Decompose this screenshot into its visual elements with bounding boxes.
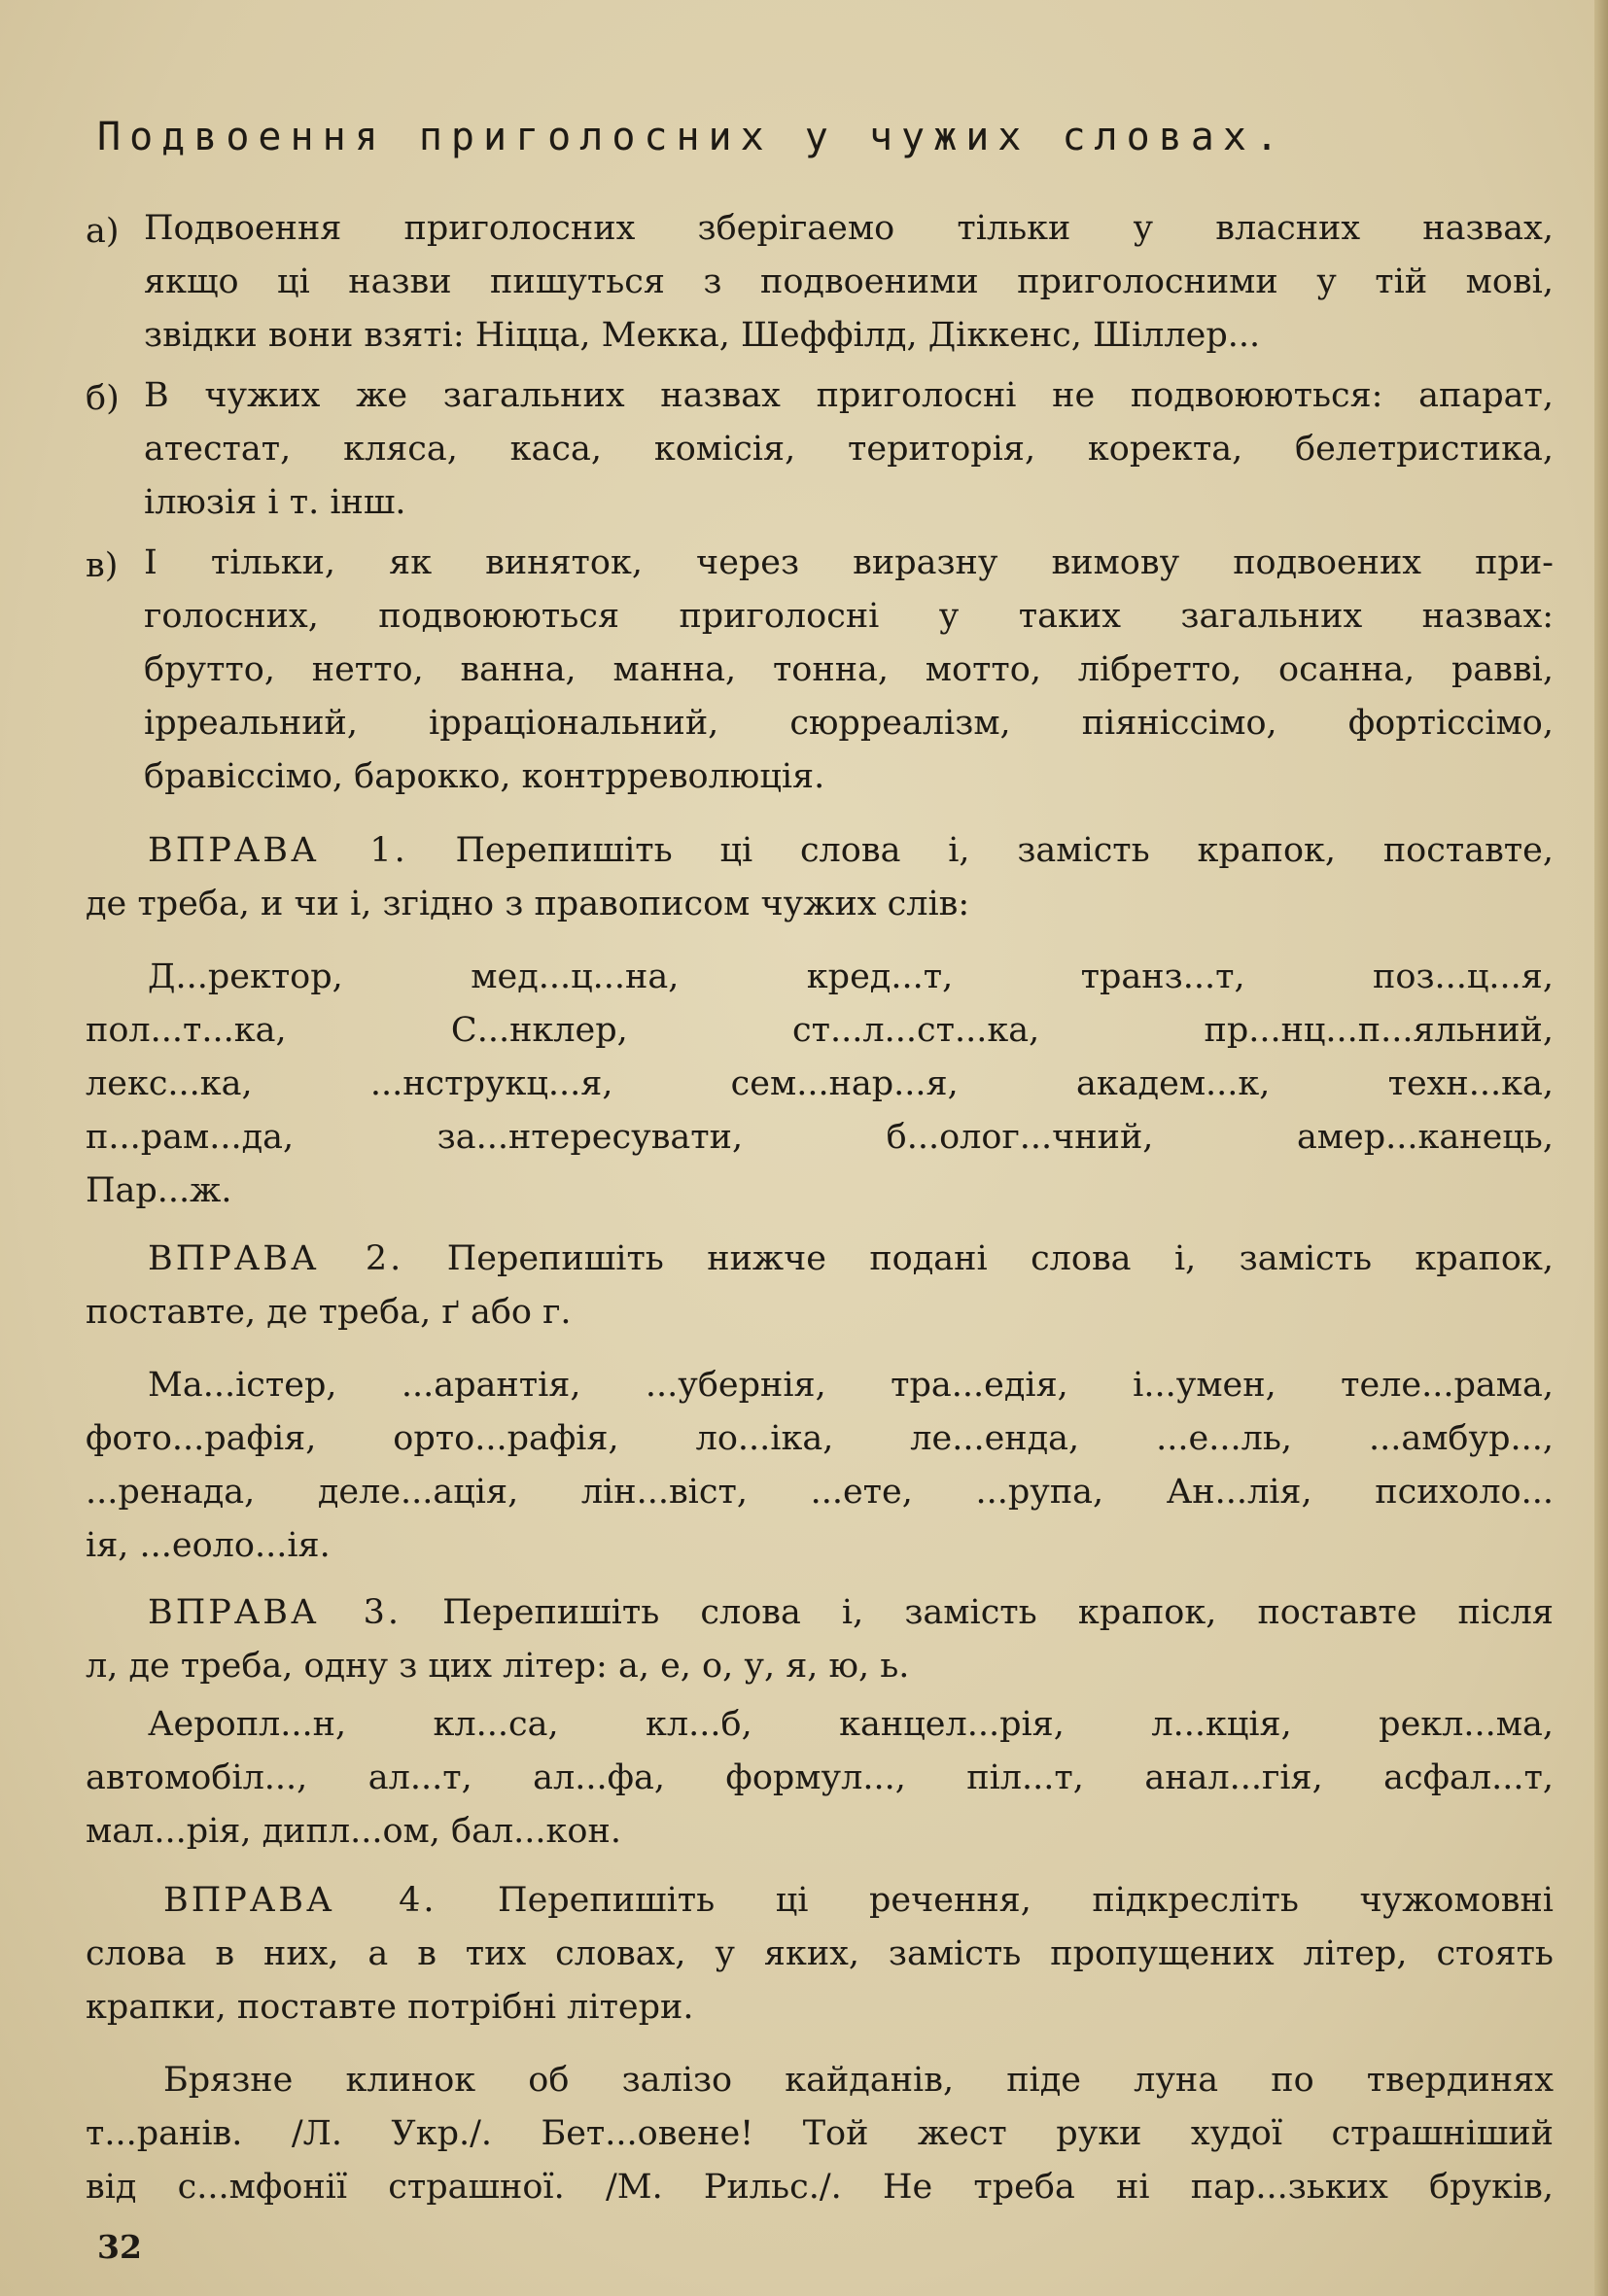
- page-edge: [1594, 0, 1608, 2296]
- exercise-2-text-line-2: фото...рафія, орто...рафія, ло...іка, ле...енда, ...е...ль, ...амбур...,: [86, 1419, 1554, 1458]
- rule-a-label: а): [86, 212, 120, 251]
- rule-c-line-3: брутто, нетто, ванна, манна, тонна, мотто, лібретто, осанна, равві,: [144, 650, 1554, 689]
- exercise-3-text-line-2: автомобіл..., ал...т, ал...фа, формул..., піл...т, анал...гія, асфал...т,: [86, 1758, 1554, 1797]
- exercise-1-text-line-1: Д...ректор, мед...ц...на, кред...т, транз...т, поз...ц...я,: [148, 957, 1554, 996]
- exercise-3-task-line-1: [86, 1593, 1554, 1632]
- rule-c-line-5: бравіссімо, барокко, контрреволюція.: [144, 757, 825, 796]
- exercise-2-heading: ВПРАВА 2.: [148, 1239, 404, 1278]
- exercise-3-text-line-3: мал...рія, дипл...ом, бал...кон.: [86, 1812, 621, 1851]
- exercise-4-task-text-1: Перепишіть ці речення, підкресліть чужомовні: [498, 1881, 1554, 1920]
- exercise-2-task-line-1: [86, 1239, 1554, 1278]
- exercise-2-task-text-1: Перепишіть нижче подані слова і, замість крапок,: [446, 1239, 1554, 1278]
- exercise-1-task-line-1: [86, 831, 1554, 870]
- exercise-1-text-line-4: п...рам...да, за...нтересувати, б...олог...чний, амер...канець,: [86, 1118, 1554, 1157]
- page-number: 32: [97, 2228, 142, 2266]
- rule-c-label: в): [86, 546, 119, 585]
- exercise-1-task-text-1: Перепишіть ці слова і, замість крапок, поставте,: [455, 831, 1554, 870]
- exercise-3-text-line-1: Аеропл...н, кл...са, кл...б, канцел...рія, л...кція, рекл...ма,: [148, 1705, 1554, 1744]
- rule-a-line-1: Подвоення приголосних зберігаемо тільки у власних назвах,: [144, 209, 1554, 248]
- exercise-4-text-line-3: від с...мфонії страшної. /М. Рильс./. Не треба ні пар...зьких бруків,: [86, 2168, 1554, 2207]
- rule-b-line-3: ілюзія і т. інш.: [144, 483, 406, 522]
- rule-b-line-1: В чужих же загальних назвах приголосні не подвоюються: апарат,: [144, 376, 1554, 415]
- rule-c-line-1: І тільки, як виняток, через виразну вимову подвоених при-: [144, 543, 1554, 582]
- exercise-4-task-line-1: [86, 1881, 1554, 1920]
- exercise-4-task-line-2: слова в них, а в тих словах, у яких, замість пропущених літер, стоять: [86, 1934, 1554, 1973]
- rule-b-label: б): [86, 379, 120, 418]
- rule-c-line-2: голосних, подвоюються приголосні у таких загальних назвах:: [144, 597, 1554, 636]
- exercise-2-text-line-3: ...ренада, деле...ація, лін...віст, ...ете, ...рупа, Ан...лія, психоло...: [86, 1473, 1554, 1512]
- exercise-4-text-line-1: Брязне клинок об залізо кайданів, піде луна по твердинях: [163, 2061, 1554, 2100]
- exercise-2-text-line-4: ія, ...еоло...ія.: [86, 1526, 331, 1565]
- exercise-2-task-line-2: поставте, де треба, ґ або г.: [86, 1293, 572, 1332]
- exercise-1-task-line-2: де треба, и чи і, згідно з правописом чужих слів:: [86, 885, 970, 923]
- section-title: Подвоення приголосних у чужих словах.: [97, 115, 1288, 159]
- exercise-2-text-line-1: Ма...істер, ...арантія, ...убернія, тра...едія, і...умен, теле...рама,: [148, 1366, 1554, 1405]
- rule-c-line-4: ірреальний, ірраціональний, сюрреалізм, піяніссімо, фортіссімо,: [144, 704, 1554, 743]
- exercise-4-heading: ВПРАВА 4.: [163, 1881, 437, 1920]
- rule-a-line-3: звідки вони взяті: Ніцца, Мекка, Шеффілд, Діккенс, Шіллер...: [144, 316, 1261, 355]
- exercise-3-heading: ВПРАВА 3.: [148, 1593, 402, 1632]
- rule-b-line-2: атестат, кляса, каса, комісія, територія, коректа, белетристика,: [144, 430, 1554, 469]
- exercise-3-task-text-1: Перепишіть слова і, замість крапок, поставте після: [442, 1593, 1554, 1632]
- exercise-4-text-line-2: т...ранів. /Л. Укр./. Бет...овене! Той жест руки худої страшніший: [86, 2114, 1554, 2153]
- exercise-3-task-line-2: л, де треба, одну з цих літер: а, е, о, у, я, ю, ь.: [86, 1647, 910, 1686]
- exercise-1-text-line-3: лекс...ка, ...нструкц...я, сем...нар...я, академ...к, техн...ка,: [86, 1064, 1554, 1103]
- exercise-1-heading: ВПРАВА 1.: [148, 831, 408, 870]
- exercise-4-task-line-3: крапки, поставте потрібні літери.: [86, 1988, 694, 2027]
- exercise-1-text-line-5: Пар...ж.: [86, 1171, 232, 1210]
- exercise-1-text-line-2: пол...т...ка, С...нклер, ст...л...ст...ка, пр...нц...п...яльний,: [86, 1011, 1554, 1050]
- rule-a-line-2: якщо ці назви пишуться з подвоеними приголосними у тій мові,: [144, 262, 1554, 301]
